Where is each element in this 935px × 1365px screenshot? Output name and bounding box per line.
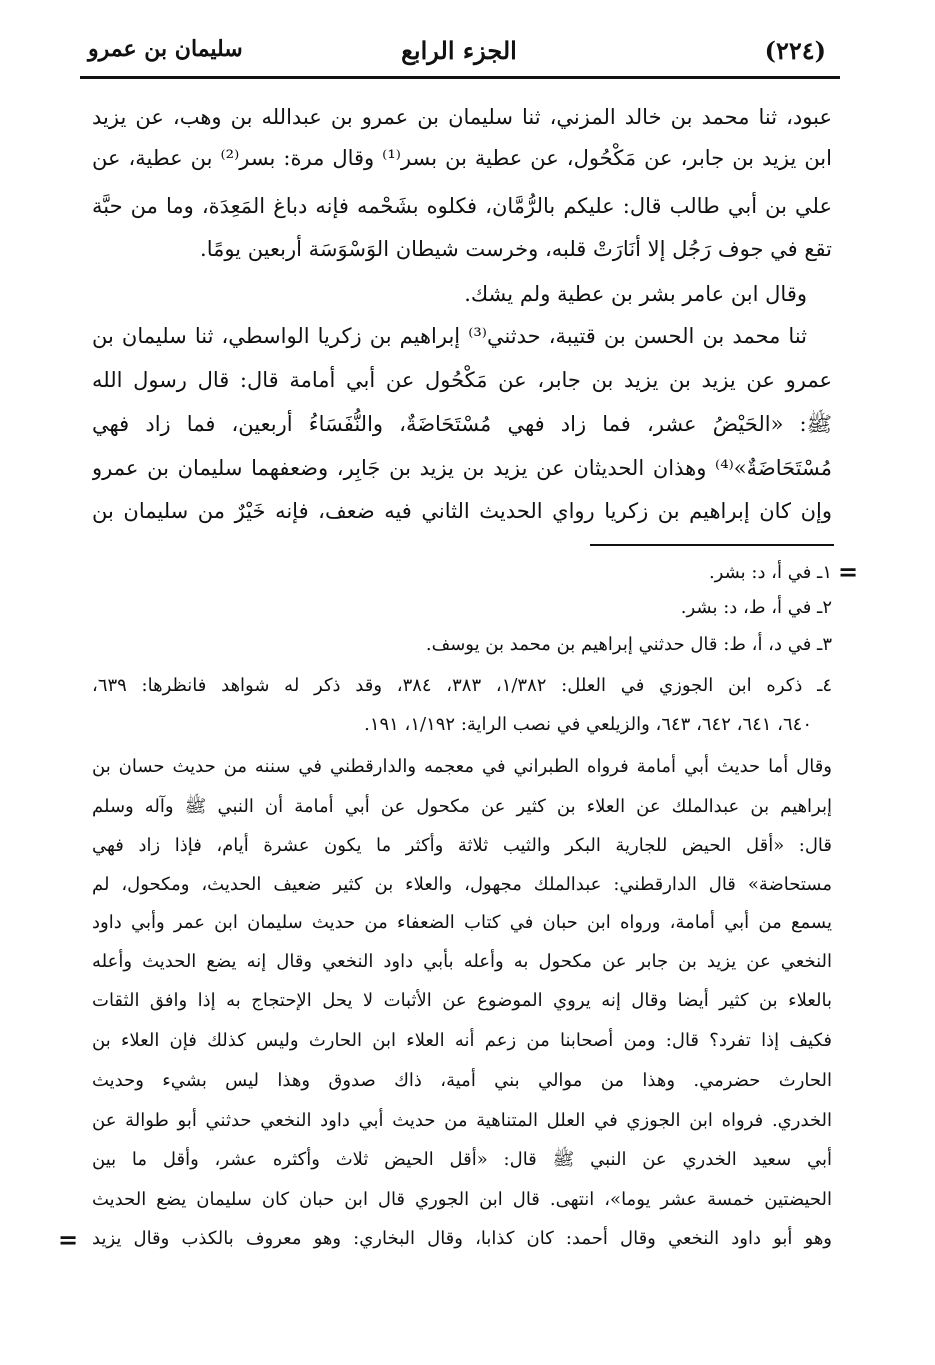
commentary-line: أبي سعيد الخدري عن النبي ﷺ قال: «أقل الحيض ثلاث وأكثره عشر، وأقل ما بين xyxy=(92,1149,832,1170)
commentary-line: يسمع من أبي أمامة، ورواه ابن حبان في كتاب الضعفاء من حديث سليمان ابن عمر وأبي داود xyxy=(92,912,832,933)
text-line: ابن يزيد بن جابر، عن مَكْحُول، عن عطية بن بسر⁽¹⁾ وقال مرة: بسر⁽²⁾ بن عطية، عن xyxy=(92,146,832,170)
commentary-line: وهو أبو داود النخعي وقال أحمد: كان كذابا، وقال البخاري: وهو معروف بالكذب وقال يزيد xyxy=(92,1228,832,1249)
text-line: ﷺ: «الحَيْضُ عشر، فما زاد فهي مُسْتَحَاضَةٌ، والنُّفَسَاءُ أربعين، فما زاد فهي xyxy=(92,412,832,436)
text-line: ثنا محمد بن الحسن بن قتيبة، حدثني⁽³⁾ إبراهيم بن زكريا الواسطي، ثنا سليمان بن xyxy=(92,324,807,348)
text-line: مُسْتَحَاضَةٌ»⁽⁴⁾ وهذان الحديثان عن يزيد بن يزيد بن جَابِر، وضعفهما سليمان بن عمرو xyxy=(92,456,832,480)
page-header xyxy=(88,30,830,70)
commentary-line: وقال أما حديث أبي أمامة فرواه الطبراني في معجمه والدارقطني في سننه من حديث حسان بن xyxy=(92,756,832,777)
text-line: علي بن أبي طالب قال: عليكم بالرُّمَّان، فكلوه بشَحْمه فإنه دباغ المَعِدَة، وما من حبَّة xyxy=(92,194,832,218)
commentary-line: الخدري. فرواه ابن الجوزي في العلل المتناهية من حديث أبي داود النخعي حدثني أبو طوالة عن xyxy=(92,1110,832,1131)
commentary-line: الحيضتين خمسة عشر يوما»، انتهى. قال ابن الجوري قال ابن حبان كان سليمان يضع الحديث xyxy=(92,1189,832,1210)
running-title: سليمان بن عمرو xyxy=(88,36,243,62)
footnote: ١ـ في أ، د: بشر. xyxy=(708,562,832,583)
commentary-line: مستحاضة» قال الدارقطني: عبدالملك مجهول، والعلاء بن كثير ضعيف الحديث، ومكحول، لم xyxy=(92,874,832,895)
footnote: ٦٤٠، ٦٤١، ٦٤٢، ٦٤٣، والزيلعي في نصب الراية: ١/١٩٢، ١٩١. xyxy=(364,714,812,735)
continuation-marker: = xyxy=(838,558,859,586)
page-number: (٢٢٤) xyxy=(764,36,826,65)
footnote-separator xyxy=(590,544,834,546)
commentary-line: الحارث حضرمي. وهذا من موالي بني أمية، ذاك صدوق وهذا ليس بشيء وحديث xyxy=(92,1070,832,1091)
text-line: عبود، ثنا محمد بن خالد المزني، ثنا سليمان بن عمرو بن عبدالله بن وهب، عن يزيد xyxy=(92,105,832,129)
footnote: ٣ـ في د، أ، ط: قال حدثني إبراهيم بن محمد بن يوسف. xyxy=(425,634,832,655)
text-line: وقال ابن عامر بشر بن عطية ولم يشك. xyxy=(464,282,807,306)
footnote: ٤ـ ذكره ابن الجوزي في العلل: ١/٣٨٢، ٣٨٣، ٣٨٤، وقد ذكر له شواهد فانظرها: ٦٣٩، xyxy=(92,675,832,696)
commentary-line: قال: «أقل الحيض للجارية البكر والثيب ثلاثة وأكثر ما يكون عشرة أيام، فإذا زاد فهي xyxy=(92,835,832,856)
part-title: الجزء الرابع xyxy=(401,36,517,65)
text-line: عمرو عن يزيد بن يزيد بن جابر، عن مَكْحُول عن أبي أمامة قال: قال رسول الله xyxy=(92,368,832,392)
commentary-line: فكيف إذا تفرد؟ قال: ومن أصحابنا من زعم أنه العلاء ابن الحارث وليس كذلك فإن العلاء بن xyxy=(92,1030,832,1051)
text-line: وإن كان إبراهيم بن زكريا رواي الحديث الثاني فيه ضعف، فإنه خَيْرٌ من سليمان بن xyxy=(92,499,832,523)
commentary-line: إبراهيم بن عبدالملك عن العلاء بن كثير عن مكحول عن أبي أمامة أن النبي ﷺ وآله وسلم xyxy=(92,796,832,817)
commentary-line: بالعلاء بن كثير أيضا وقال إنه يروي الموضوع عن الأثبات لا يحل الإحتجاج به إذا وافق الثقات xyxy=(92,990,832,1011)
text-line: تقع في جوف رَجُل إلا أنَارَتْ قلبه، وخرست شيطان الوَسْوَسَة أربعين يومًا. xyxy=(200,237,832,261)
commentary-line: النخعي عن يزيد بن جابر عن مكحول به وأعله بأبي داود النخعي وقال إنه يضع الحديث وأعله xyxy=(92,951,832,972)
header-rule xyxy=(80,76,840,79)
continuation-marker: = xyxy=(58,1226,79,1254)
footnote: ٢ـ في أ، ط، د: بشر. xyxy=(680,597,832,618)
